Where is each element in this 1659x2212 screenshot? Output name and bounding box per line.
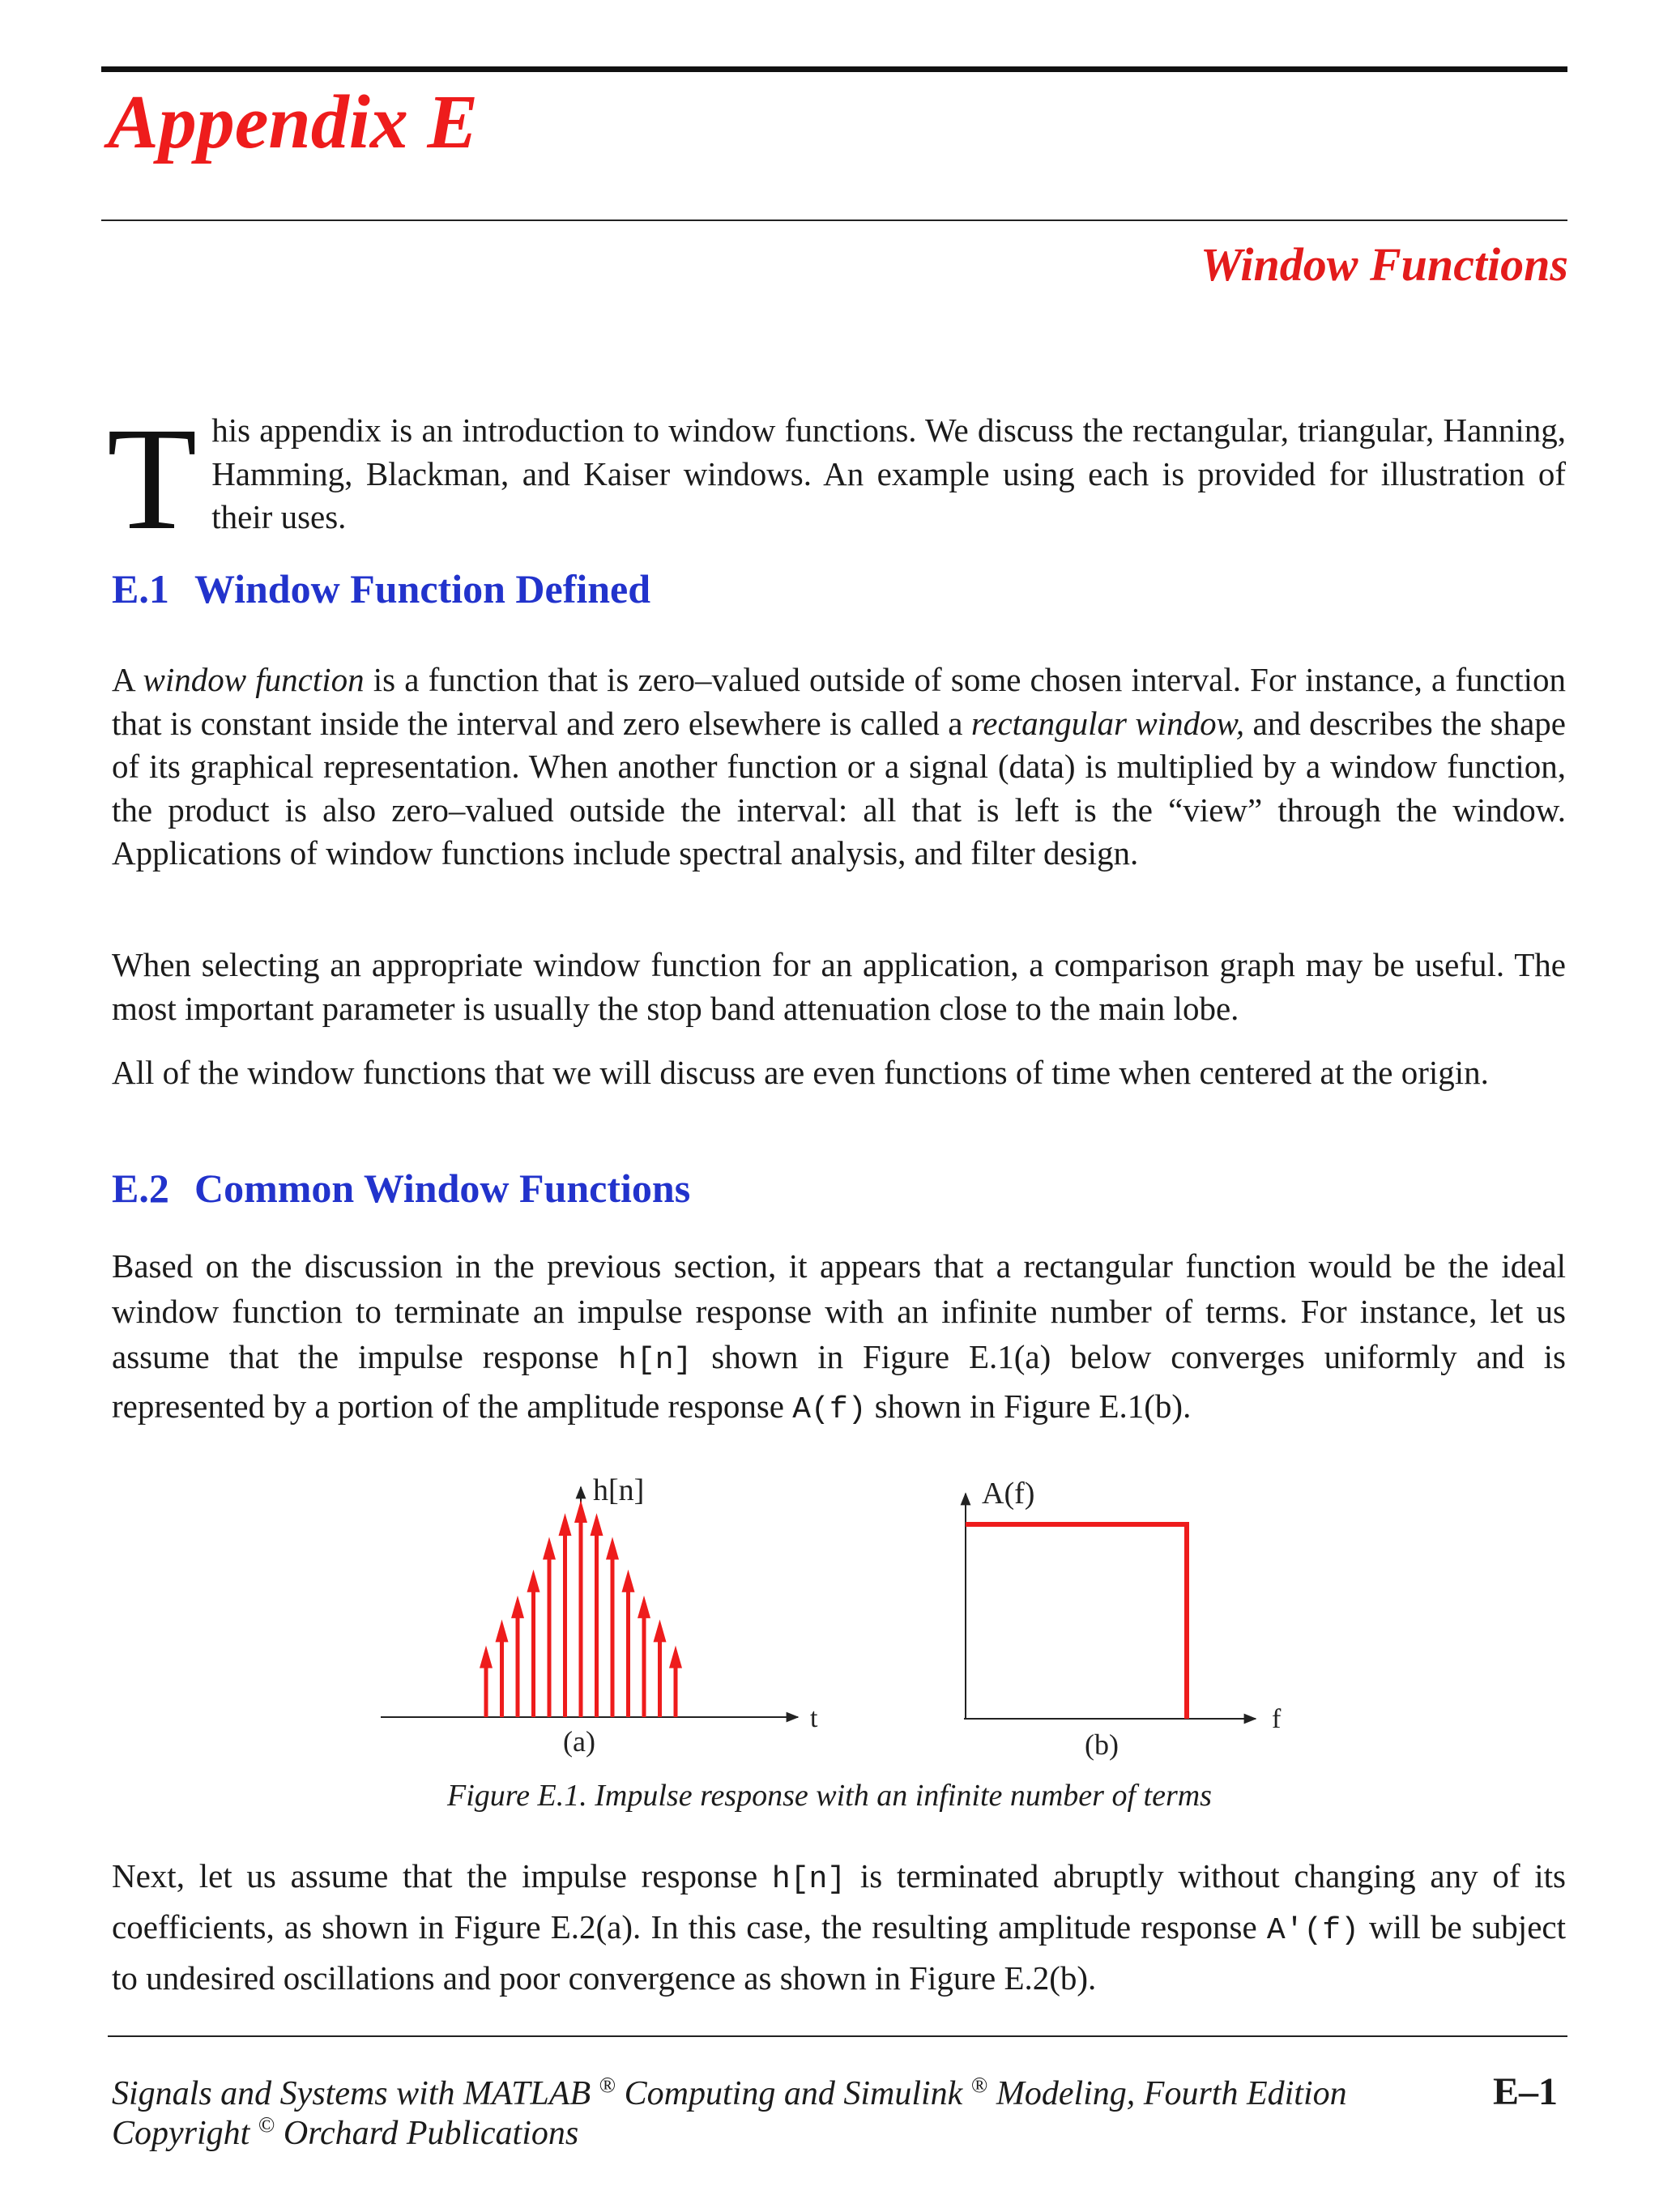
- code-a-f: A(f): [792, 1392, 867, 1427]
- impulse-arrowhead: [622, 1570, 635, 1592]
- section-number: E.1: [112, 566, 169, 612]
- paragraph-selection: When selecting an appropriate window function for an application, a comparison graph may be useful. The most important parameter is usually the stop band attenuation close to the main lobe.: [112, 946, 1566, 1027]
- impulse-arrowhead: [638, 1596, 650, 1618]
- text-run: shown in Figure E.1(b).: [866, 1387, 1192, 1425]
- impulse-arrowhead: [606, 1537, 619, 1560]
- text-run: and describes the shape of its graphical representation. When another function or a signal (data) is multiplied by a window function, the product is also zero–valued outside the interval: all that is left is the “view” through the window. Applications of window functions include spectral analysis, and filter design.: [112, 704, 1566, 872]
- code-a-prime-f: A'(f): [1266, 1913, 1359, 1948]
- impulse-arrowhead: [654, 1619, 667, 1642]
- impulse-arrowhead: [543, 1537, 556, 1560]
- paragraph-rectangular-ideal: [112, 1243, 1566, 1433]
- copyright-symbol: ©: [258, 2112, 275, 2137]
- impulse-arrowhead: [559, 1513, 572, 1536]
- code-h-n: h[n]: [771, 1862, 847, 1897]
- panel-b-tag: (b): [1085, 1728, 1119, 1761]
- amplitude-response-line: [966, 1524, 1187, 1719]
- footer-book-title: [112, 2072, 1347, 2114]
- title-rule: [101, 219, 1567, 221]
- text-run: Based on the discussion in the previous section, it appears that a rectangular function would be the ideal window function to terminate an impulse response with an infinite number of terms. For instance, let us assume that the impulse response: [112, 1247, 1566, 1375]
- chapter-title: Window Functions: [1201, 238, 1568, 291]
- registered-symbol: ®: [970, 2073, 988, 2097]
- term-window-function: window function: [143, 661, 365, 698]
- text-run: will be subject to undesired oscillations and poor convergence as shown in Figure E.2(b).: [112, 1908, 1566, 1997]
- panel-a-xlabel: t: [810, 1703, 818, 1733]
- dropcap: T: [107, 398, 198, 560]
- panel-b-ylabel: A(f): [982, 1477, 1035, 1511]
- section-number: E.2: [112, 1166, 169, 1211]
- footer-text: Modeling, Fourth Edition: [987, 2075, 1347, 2112]
- section-title: Common Window Functions: [194, 1166, 691, 1211]
- panel-a: [381, 1473, 818, 1758]
- intro-paragraph: [107, 398, 1566, 560]
- text-run: A: [112, 661, 143, 698]
- registered-symbol: ®: [599, 2073, 616, 2097]
- impulse-arrowhead: [480, 1646, 493, 1669]
- appendix-title: Appendix E: [108, 80, 479, 164]
- section-title: Window Function Defined: [194, 566, 651, 612]
- paragraph-even-functions: All of the window functions that we will discuss are even functions of time when centered at the origin.: [112, 1054, 1489, 1091]
- intro-text: his appendix is an introduction to window functions. We discuss the rectangular, triangular, Hanning, Hamming, Blackman, and Kaiser windows. An example using each is provided for illustration of their uses.: [211, 411, 1566, 535]
- paragraph-abrupt-termination: [112, 1852, 1566, 2001]
- section-heading-e1: [112, 567, 650, 612]
- impulse-arrowhead: [496, 1619, 509, 1642]
- footer-rule: [108, 2035, 1567, 2037]
- footer-text: Copyright: [112, 2115, 250, 2152]
- text-run: Next, let us assume that the impulse response: [112, 1857, 772, 1894]
- section-heading-e2: [112, 1166, 690, 1211]
- paragraph-window-definition: [112, 658, 1566, 876]
- impulse-arrowhead: [511, 1596, 524, 1618]
- panel-a-tag: (a): [563, 1725, 595, 1758]
- panel-a-ylabel: h[n]: [593, 1473, 645, 1507]
- impulse-arrowhead: [527, 1570, 540, 1592]
- impulse-arrowhead: [591, 1513, 603, 1536]
- top-rule: [101, 66, 1567, 72]
- impulse-group: [480, 1500, 682, 1717]
- figure-caption: Figure E.1. Impulse response with an infinite number of terms: [447, 1779, 1212, 1813]
- figure-e1: [373, 1458, 1328, 1774]
- panel-b: [964, 1477, 1282, 1761]
- footer-text: Signals and Systems with MATLAB: [112, 2075, 591, 2112]
- code-h-n: h[n]: [618, 1343, 693, 1378]
- text-run: shown in Figure E.1(a) below converges uniformly and is represented by a portion of the amplitude response: [112, 1338, 1566, 1425]
- footer-text: Orchard Publications: [275, 2115, 579, 2152]
- footer-copyright: [112, 2112, 578, 2154]
- footer-text: Computing and Simulink: [616, 2075, 963, 2112]
- panel-b-xlabel: f: [1272, 1704, 1282, 1734]
- text-run: is terminated abruptly without changing any of its coefficients, as shown in Figure E.2(a). In this case, the resulting amplitude response: [112, 1857, 1567, 1946]
- impulse-arrowhead: [669, 1646, 682, 1669]
- text-run: is a function that is zero–valued outside of some chosen interval. For instance, a function that is constant inside the interval and zero elsewhere is called a: [112, 661, 1566, 742]
- impulse-arrowhead: [574, 1500, 587, 1523]
- page-number: E–1: [1492, 2070, 1558, 2113]
- term-rectangular-window: rectangular window,: [970, 704, 1245, 742]
